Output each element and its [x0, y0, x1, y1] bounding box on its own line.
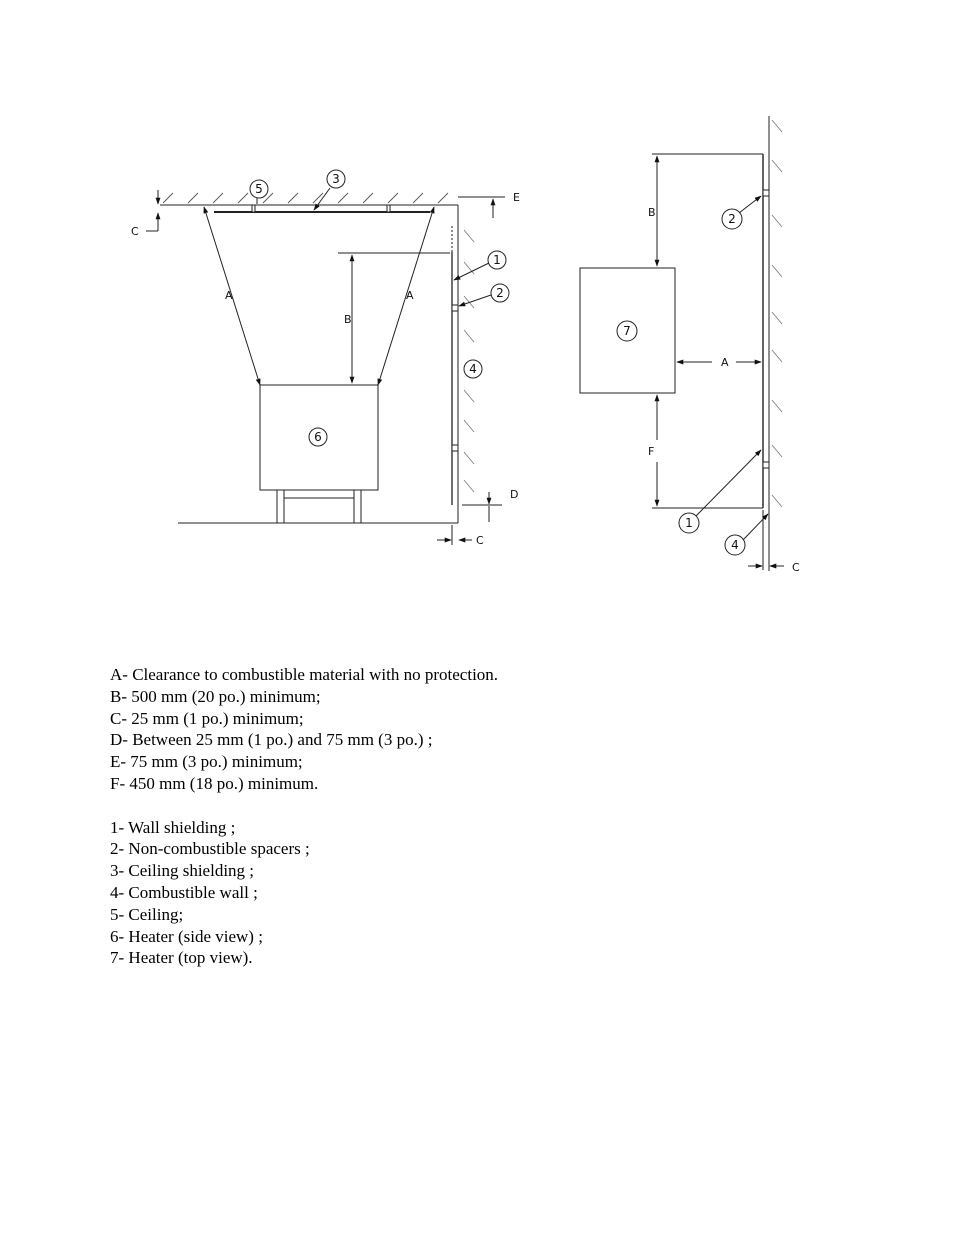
legend-dimension-a: A- Clearance to combustible material with no protection. — [110, 665, 499, 684]
top-wall-hatch — [772, 120, 782, 507]
dim-b-label: B — [344, 313, 352, 326]
dim-d-label: D — [510, 488, 519, 501]
top-callout-4-number: 4 — [731, 538, 739, 552]
side-view — [146, 170, 509, 545]
side-view-labels — [131, 172, 520, 547]
top-view — [580, 116, 784, 571]
callout-2-number: 2 — [496, 286, 504, 300]
legend-spacer — [110, 795, 810, 817]
legend-dimension-c: C- 25 mm (1 po.) minimum; — [110, 708, 304, 728]
top-dim-b-label: B — [648, 206, 656, 219]
legend-dimension-b: B- 500 mm (20 po.) minimum; — [110, 686, 321, 706]
legend-dimension-f: F- 450 mm (18 po.) minimum. — [110, 773, 319, 793]
dim-a-right-label: A — [406, 289, 414, 302]
legend-component-6: 6- Heater (side view) ; — [110, 926, 263, 946]
callout-1-number: 1 — [493, 253, 501, 267]
top-callout-7-number: 7 — [623, 324, 631, 338]
dim-e-label: E — [513, 191, 520, 204]
top-callout-1-leader — [696, 450, 761, 516]
top-callout-1-number: 1 — [685, 516, 693, 530]
top-callout-2-leader — [739, 196, 761, 213]
legend-component-4: 4- Combustible wall ; — [110, 882, 258, 902]
top-dim-f-label: F — [648, 445, 655, 458]
legend-component-3: 3- Ceiling shielding ; — [110, 861, 255, 881]
dim-a-left-label: A — [225, 289, 233, 302]
legend — [110, 664, 810, 969]
callout-6-number: 6 — [314, 430, 322, 444]
heater-stand — [277, 490, 361, 523]
callout-2-leader — [459, 295, 491, 306]
wall-spacer — [452, 305, 458, 311]
top-spacer — [763, 190, 769, 196]
wall-spacer — [452, 445, 458, 451]
top-spacer — [763, 462, 769, 468]
legend-dimension-e: E- 75 mm (3 po.) minimum; — [110, 752, 303, 772]
legend-component-2: 2- Non-combustible spacers ; — [110, 839, 310, 859]
callout-1-leader — [454, 263, 489, 280]
callout-4-number: 4 — [469, 362, 477, 376]
dim-c-bottom-label: C — [476, 534, 484, 547]
top-dim-a-label: A — [721, 356, 729, 369]
ceiling-hatch — [163, 193, 448, 203]
legend-component-5: 5- Ceiling; — [110, 904, 184, 924]
legend-dimension-d: D- Between 25 mm (1 po.) and 75 mm (3 po.) ; — [110, 730, 433, 750]
ceiling-spacer — [252, 205, 255, 212]
top-callout-4-leader — [743, 514, 768, 540]
callout-5-number: 5 — [255, 182, 263, 196]
dim-c-top-label: C — [131, 225, 139, 238]
top-dim-c-label: C — [792, 561, 800, 574]
legend-component-7: 7- Heater (top view). — [110, 948, 253, 968]
ceiling-spacer — [387, 205, 390, 212]
top-callout-2-number: 2 — [728, 212, 736, 226]
legend-component-1: 1- Wall shielding ; — [110, 817, 236, 837]
callout-3-number: 3 — [332, 172, 340, 186]
